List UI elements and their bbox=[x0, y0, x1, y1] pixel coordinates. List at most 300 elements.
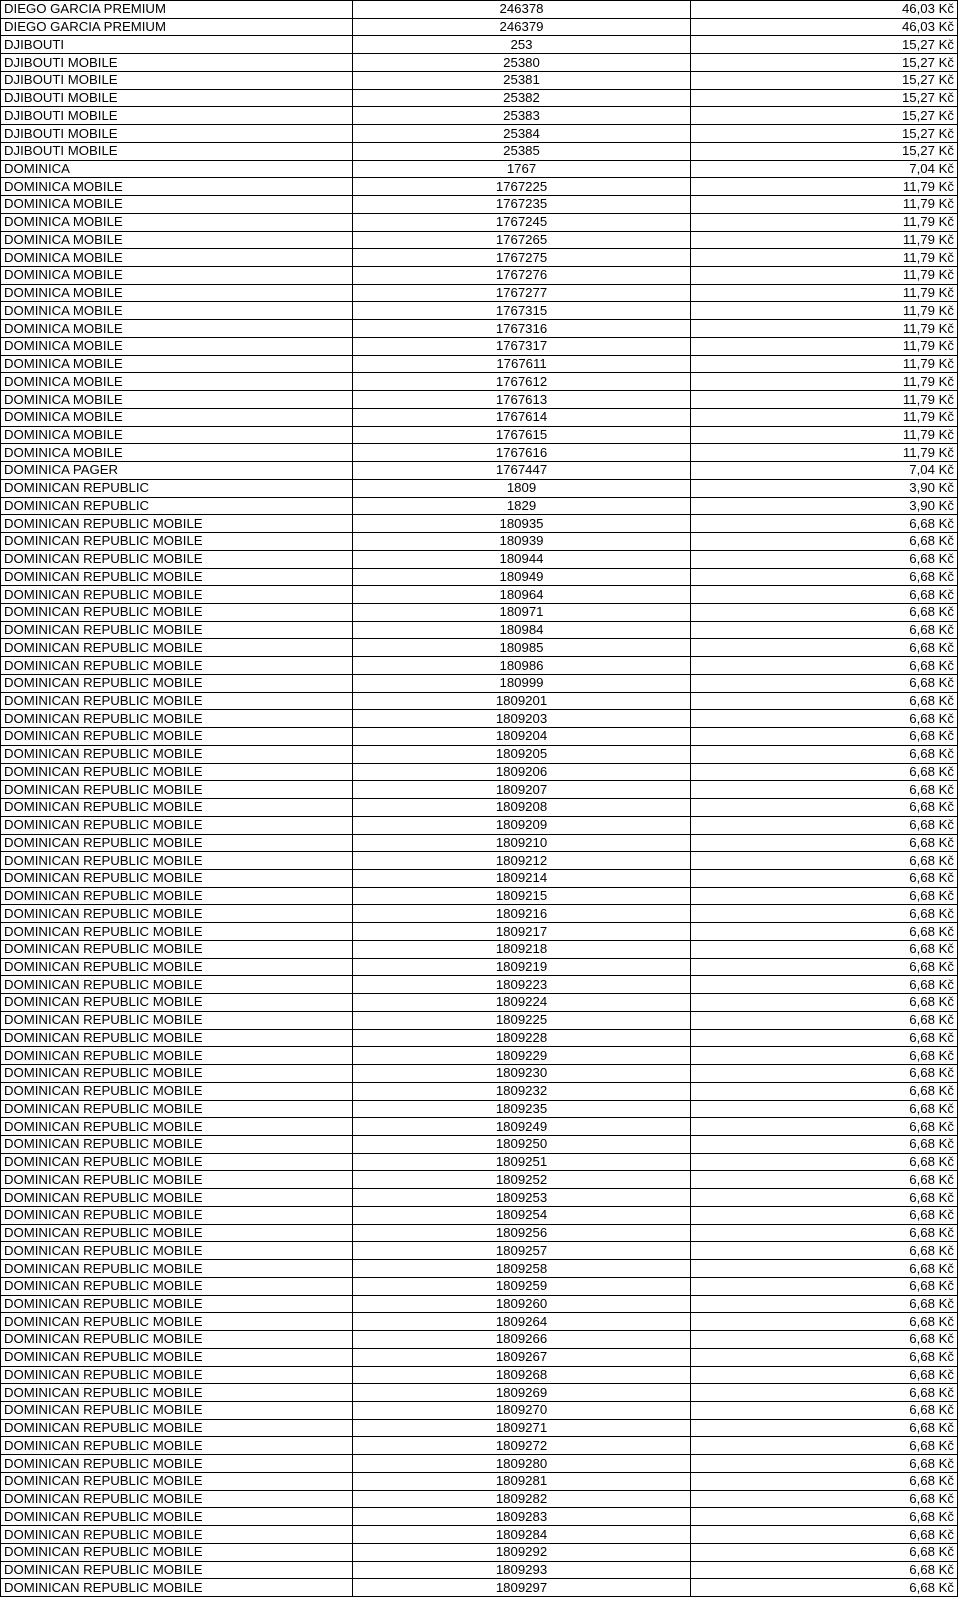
prefix-code-cell: 1809284 bbox=[353, 1526, 691, 1544]
table-row bbox=[1, 249, 958, 267]
destination-cell: DOMINICA MOBILE bbox=[1, 391, 353, 409]
prefix-code-cell: 25382 bbox=[353, 89, 691, 107]
price-cell: 6,68 Kč bbox=[691, 1011, 958, 1029]
destination-cell: DOMINICA PAGER bbox=[1, 462, 353, 480]
prefix-code-cell: 1809260 bbox=[353, 1295, 691, 1313]
prefix-code-cell: 1809219 bbox=[353, 958, 691, 976]
destination-cell: DOMINICA MOBILE bbox=[1, 196, 353, 214]
price-cell: 6,68 Kč bbox=[691, 1526, 958, 1544]
price-cell: 6,68 Kč bbox=[691, 586, 958, 604]
prefix-code-cell: 180935 bbox=[353, 515, 691, 533]
table-row bbox=[1, 284, 958, 302]
destination-cell: DOMINICAN REPUBLIC MOBILE bbox=[1, 1100, 353, 1118]
prefix-code-cell: 1767276 bbox=[353, 267, 691, 285]
price-cell: 6,68 Kč bbox=[691, 905, 958, 923]
price-cell: 6,68 Kč bbox=[691, 533, 958, 551]
destination-cell: DOMINICAN REPUBLIC MOBILE bbox=[1, 745, 353, 763]
destination-cell: DOMINICA MOBILE bbox=[1, 249, 353, 267]
price-cell: 6,68 Kč bbox=[691, 1472, 958, 1490]
prefix-code-cell: 1809203 bbox=[353, 710, 691, 728]
prefix-code-cell: 1767225 bbox=[353, 178, 691, 196]
prefix-code-cell: 180986 bbox=[353, 657, 691, 675]
table-row bbox=[1, 533, 958, 551]
table-row bbox=[1, 515, 958, 533]
destination-cell: DOMINICA MOBILE bbox=[1, 284, 353, 302]
destination-cell: DOMINICAN REPUBLIC MOBILE bbox=[1, 657, 353, 675]
price-cell: 7,04 Kč bbox=[691, 160, 958, 178]
table-row bbox=[1, 958, 958, 976]
destination-cell: DIEGO GARCIA PREMIUM bbox=[1, 18, 353, 36]
destination-cell: DOMINICAN REPUBLIC MOBILE bbox=[1, 515, 353, 533]
prefix-code-cell: 180939 bbox=[353, 533, 691, 551]
prefix-code-cell: 1809266 bbox=[353, 1331, 691, 1349]
table-row bbox=[1, 107, 958, 125]
destination-cell: DOMINICA MOBILE bbox=[1, 373, 353, 391]
rate-table-body bbox=[1, 1, 958, 1597]
table-row bbox=[1, 1029, 958, 1047]
table-row bbox=[1, 320, 958, 338]
destination-cell: DOMINICAN REPUBLIC MOBILE bbox=[1, 1313, 353, 1331]
destination-cell: DOMINICAN REPUBLIC MOBILE bbox=[1, 1331, 353, 1349]
destination-cell: DOMINICAN REPUBLIC MOBILE bbox=[1, 1153, 353, 1171]
prefix-code-cell: 1809270 bbox=[353, 1402, 691, 1420]
table-row bbox=[1, 89, 958, 107]
price-cell: 6,68 Kč bbox=[691, 869, 958, 887]
prefix-code-cell: 1809272 bbox=[353, 1437, 691, 1455]
table-row bbox=[1, 337, 958, 355]
prefix-code-cell: 180984 bbox=[353, 621, 691, 639]
price-cell: 6,68 Kč bbox=[691, 1455, 958, 1473]
prefix-code-cell: 1809218 bbox=[353, 940, 691, 958]
prefix-code-cell: 180949 bbox=[353, 568, 691, 586]
table-row bbox=[1, 657, 958, 675]
prefix-code-cell: 180985 bbox=[353, 639, 691, 657]
table-row bbox=[1, 639, 958, 657]
table-row bbox=[1, 816, 958, 834]
destination-cell: DOMINICA MOBILE bbox=[1, 408, 353, 426]
destination-cell: DOMINICAN REPUBLIC MOBILE bbox=[1, 1366, 353, 1384]
destination-cell: DJIBOUTI MOBILE bbox=[1, 125, 353, 143]
table-row bbox=[1, 1118, 958, 1136]
table-row bbox=[1, 852, 958, 870]
destination-cell: DOMINICAN REPUBLIC MOBILE bbox=[1, 1579, 353, 1597]
prefix-code-cell: 25383 bbox=[353, 107, 691, 125]
prefix-code-cell: 1809224 bbox=[353, 994, 691, 1012]
destination-cell: DOMINICAN REPUBLIC MOBILE bbox=[1, 1189, 353, 1207]
price-cell: 15,27 Kč bbox=[691, 107, 958, 125]
prefix-code-cell: 1809209 bbox=[353, 816, 691, 834]
price-cell: 11,79 Kč bbox=[691, 231, 958, 249]
table-row bbox=[1, 1224, 958, 1242]
destination-cell: DOMINICAN REPUBLIC MOBILE bbox=[1, 905, 353, 923]
table-row bbox=[1, 1153, 958, 1171]
prefix-code-cell: 180999 bbox=[353, 674, 691, 692]
table-row bbox=[1, 1526, 958, 1544]
table-row bbox=[1, 1384, 958, 1402]
price-cell: 11,79 Kč bbox=[691, 178, 958, 196]
table-row bbox=[1, 621, 958, 639]
price-cell: 6,68 Kč bbox=[691, 852, 958, 870]
table-row bbox=[1, 178, 958, 196]
prefix-code-cell: 1809281 bbox=[353, 1472, 691, 1490]
prefix-code-cell: 1767 bbox=[353, 160, 691, 178]
table-row bbox=[1, 36, 958, 54]
destination-cell: DOMINICAN REPUBLIC MOBILE bbox=[1, 1419, 353, 1437]
destination-cell: DOMINICAN REPUBLIC MOBILE bbox=[1, 1029, 353, 1047]
prefix-code-cell: 1767611 bbox=[353, 355, 691, 373]
prefix-code-cell: 1809253 bbox=[353, 1189, 691, 1207]
table-row bbox=[1, 1472, 958, 1490]
destination-cell: DOMINICAN REPUBLIC MOBILE bbox=[1, 1224, 353, 1242]
destination-cell: DOMINICA MOBILE bbox=[1, 231, 353, 249]
price-cell: 11,79 Kč bbox=[691, 426, 958, 444]
prefix-code-cell: 1809223 bbox=[353, 976, 691, 994]
price-cell: 6,68 Kč bbox=[691, 621, 958, 639]
price-cell: 6,68 Kč bbox=[691, 1065, 958, 1083]
table-row bbox=[1, 1, 958, 19]
prefix-code-cell: 1809212 bbox=[353, 852, 691, 870]
price-cell: 11,79 Kč bbox=[691, 267, 958, 285]
destination-cell: DOMINICA MOBILE bbox=[1, 302, 353, 320]
price-cell: 6,68 Kč bbox=[691, 887, 958, 905]
price-cell: 15,27 Kč bbox=[691, 125, 958, 143]
price-cell: 3,90 Kč bbox=[691, 497, 958, 515]
destination-cell: DOMINICA MOBILE bbox=[1, 213, 353, 231]
price-cell: 6,68 Kč bbox=[691, 1242, 958, 1260]
price-cell: 6,68 Kč bbox=[691, 1153, 958, 1171]
price-cell: 6,68 Kč bbox=[691, 923, 958, 941]
prefix-code-cell: 1767315 bbox=[353, 302, 691, 320]
table-row bbox=[1, 479, 958, 497]
prefix-code-cell: 1767447 bbox=[353, 462, 691, 480]
table-row bbox=[1, 923, 958, 941]
price-cell: 11,79 Kč bbox=[691, 337, 958, 355]
destination-cell: DJIBOUTI MOBILE bbox=[1, 142, 353, 160]
table-row bbox=[1, 728, 958, 746]
destination-cell: DOMINICAN REPUBLIC MOBILE bbox=[1, 1508, 353, 1526]
destination-cell: DOMINICA MOBILE bbox=[1, 320, 353, 338]
prefix-code-cell: 1809280 bbox=[353, 1455, 691, 1473]
table-row bbox=[1, 799, 958, 817]
prefix-code-cell: 1809215 bbox=[353, 887, 691, 905]
table-row bbox=[1, 1402, 958, 1420]
table-row bbox=[1, 1348, 958, 1366]
price-cell: 6,68 Kč bbox=[691, 1029, 958, 1047]
prefix-code-cell: 1767612 bbox=[353, 373, 691, 391]
destination-cell: DOMINICA MOBILE bbox=[1, 426, 353, 444]
table-row bbox=[1, 1047, 958, 1065]
prefix-code-cell: 1809297 bbox=[353, 1579, 691, 1597]
price-cell: 11,79 Kč bbox=[691, 408, 958, 426]
prefix-code-cell: 1809229 bbox=[353, 1047, 691, 1065]
prefix-code-cell: 1767613 bbox=[353, 391, 691, 409]
prefix-code-cell: 1809216 bbox=[353, 905, 691, 923]
destination-cell: DOMINICAN REPUBLIC MOBILE bbox=[1, 994, 353, 1012]
destination-cell: DOMINICAN REPUBLIC MOBILE bbox=[1, 1171, 353, 1189]
price-cell: 6,68 Kč bbox=[691, 1189, 958, 1207]
price-cell: 6,68 Kč bbox=[691, 1490, 958, 1508]
price-cell: 6,68 Kč bbox=[691, 994, 958, 1012]
destination-cell: DOMINICAN REPUBLIC MOBILE bbox=[1, 639, 353, 657]
destination-cell: DOMINICAN REPUBLIC MOBILE bbox=[1, 621, 353, 639]
destination-cell: DJIBOUTI bbox=[1, 36, 353, 54]
price-cell: 11,79 Kč bbox=[691, 284, 958, 302]
destination-cell: DOMINICAN REPUBLIC MOBILE bbox=[1, 1277, 353, 1295]
price-cell: 11,79 Kč bbox=[691, 320, 958, 338]
prefix-code-cell: 1809251 bbox=[353, 1153, 691, 1171]
price-cell: 6,68 Kč bbox=[691, 745, 958, 763]
price-cell: 15,27 Kč bbox=[691, 36, 958, 54]
prefix-code-cell: 1809208 bbox=[353, 799, 691, 817]
prefix-code-cell: 1809225 bbox=[353, 1011, 691, 1029]
destination-cell: DOMINICAN REPUBLIC MOBILE bbox=[1, 834, 353, 852]
table-row bbox=[1, 869, 958, 887]
table-row bbox=[1, 763, 958, 781]
table-row bbox=[1, 1082, 958, 1100]
table-row bbox=[1, 1277, 958, 1295]
price-cell: 15,27 Kč bbox=[691, 142, 958, 160]
price-cell: 6,68 Kč bbox=[691, 568, 958, 586]
destination-cell: DOMINICAN REPUBLIC MOBILE bbox=[1, 1206, 353, 1224]
prefix-code-cell: 1767235 bbox=[353, 196, 691, 214]
price-cell: 6,68 Kč bbox=[691, 1402, 958, 1420]
table-row bbox=[1, 213, 958, 231]
prefix-code-cell: 246378 bbox=[353, 1, 691, 19]
table-row bbox=[1, 710, 958, 728]
prefix-code-cell: 1809207 bbox=[353, 781, 691, 799]
destination-cell: DOMINICA MOBILE bbox=[1, 178, 353, 196]
destination-cell: DOMINICAN REPUBLIC MOBILE bbox=[1, 1455, 353, 1473]
destination-cell: DOMINICAN REPUBLIC MOBILE bbox=[1, 1384, 353, 1402]
prefix-code-cell: 1809230 bbox=[353, 1065, 691, 1083]
table-row bbox=[1, 1242, 958, 1260]
table-row bbox=[1, 1579, 958, 1597]
destination-cell: DOMINICAN REPUBLIC MOBILE bbox=[1, 1402, 353, 1420]
prefix-code-cell: 1809254 bbox=[353, 1206, 691, 1224]
price-cell: 6,68 Kč bbox=[691, 799, 958, 817]
prefix-code-cell: 180944 bbox=[353, 550, 691, 568]
destination-cell: DOMINICAN REPUBLIC MOBILE bbox=[1, 1118, 353, 1136]
destination-cell: DOMINICAN REPUBLIC MOBILE bbox=[1, 1082, 353, 1100]
prefix-code-cell: 1809214 bbox=[353, 869, 691, 887]
price-cell: 6,68 Kč bbox=[691, 1331, 958, 1349]
price-cell: 6,68 Kč bbox=[691, 692, 958, 710]
prefix-code-cell: 1829 bbox=[353, 497, 691, 515]
price-cell: 6,68 Kč bbox=[691, 1419, 958, 1437]
price-cell: 11,79 Kč bbox=[691, 196, 958, 214]
price-cell: 6,68 Kč bbox=[691, 1384, 958, 1402]
price-cell: 6,68 Kč bbox=[691, 1047, 958, 1065]
destination-cell: DOMINICAN REPUBLIC MOBILE bbox=[1, 603, 353, 621]
prefix-code-cell: 180971 bbox=[353, 603, 691, 621]
prefix-code-cell: 25384 bbox=[353, 125, 691, 143]
table-row bbox=[1, 1136, 958, 1154]
prefix-code-cell: 1767277 bbox=[353, 284, 691, 302]
destination-cell: DOMINICAN REPUBLIC MOBILE bbox=[1, 568, 353, 586]
table-row bbox=[1, 1206, 958, 1224]
table-row bbox=[1, 586, 958, 604]
price-cell: 6,68 Kč bbox=[691, 1508, 958, 1526]
table-row bbox=[1, 976, 958, 994]
destination-cell: DOMINICAN REPUBLIC MOBILE bbox=[1, 1543, 353, 1561]
price-cell: 11,79 Kč bbox=[691, 249, 958, 267]
prefix-code-cell: 1809283 bbox=[353, 1508, 691, 1526]
table-row bbox=[1, 125, 958, 143]
table-row bbox=[1, 1100, 958, 1118]
destination-cell: DOMINICAN REPUBLIC MOBILE bbox=[1, 923, 353, 941]
destination-cell: DOMINICAN REPUBLIC MOBILE bbox=[1, 1065, 353, 1083]
prefix-code-cell: 253 bbox=[353, 36, 691, 54]
price-cell: 11,79 Kč bbox=[691, 213, 958, 231]
price-cell: 6,68 Kč bbox=[691, 940, 958, 958]
prefix-code-cell: 1767275 bbox=[353, 249, 691, 267]
prefix-code-cell: 1809264 bbox=[353, 1313, 691, 1331]
price-cell: 11,79 Kč bbox=[691, 444, 958, 462]
table-row bbox=[1, 142, 958, 160]
destination-cell: DOMINICAN REPUBLIC MOBILE bbox=[1, 710, 353, 728]
price-cell: 6,68 Kč bbox=[691, 603, 958, 621]
prefix-code-cell: 1767616 bbox=[353, 444, 691, 462]
table-row bbox=[1, 568, 958, 586]
destination-cell: DOMINICA MOBILE bbox=[1, 337, 353, 355]
price-cell: 6,68 Kč bbox=[691, 550, 958, 568]
destination-cell: DOMINICA MOBILE bbox=[1, 444, 353, 462]
prefix-code-cell: 1809204 bbox=[353, 728, 691, 746]
price-cell: 15,27 Kč bbox=[691, 89, 958, 107]
destination-cell: DOMINICAN REPUBLIC MOBILE bbox=[1, 550, 353, 568]
prefix-code-cell: 1809258 bbox=[353, 1260, 691, 1278]
price-cell: 6,68 Kč bbox=[691, 1561, 958, 1579]
table-row bbox=[1, 1508, 958, 1526]
destination-cell: DOMINICAN REPUBLIC MOBILE bbox=[1, 1136, 353, 1154]
table-row bbox=[1, 1561, 958, 1579]
destination-cell: DOMINICAN REPUBLIC MOBILE bbox=[1, 763, 353, 781]
prefix-code-cell: 1809256 bbox=[353, 1224, 691, 1242]
table-row bbox=[1, 1366, 958, 1384]
prefix-code-cell: 1809282 bbox=[353, 1490, 691, 1508]
table-row bbox=[1, 674, 958, 692]
destination-cell: DOMINICAN REPUBLIC MOBILE bbox=[1, 1348, 353, 1366]
destination-cell: DOMINICAN REPUBLIC MOBILE bbox=[1, 887, 353, 905]
prefix-code-cell: 246379 bbox=[353, 18, 691, 36]
table-row bbox=[1, 267, 958, 285]
destination-cell: DOMINICAN REPUBLIC MOBILE bbox=[1, 728, 353, 746]
prefix-code-cell: 1809210 bbox=[353, 834, 691, 852]
price-cell: 6,68 Kč bbox=[691, 1082, 958, 1100]
table-row bbox=[1, 1189, 958, 1207]
prefix-code-cell: 1809249 bbox=[353, 1118, 691, 1136]
price-cell: 6,68 Kč bbox=[691, 728, 958, 746]
table-row bbox=[1, 444, 958, 462]
price-cell: 3,90 Kč bbox=[691, 479, 958, 497]
prefix-code-cell: 1767245 bbox=[353, 213, 691, 231]
prefix-code-cell: 25381 bbox=[353, 71, 691, 89]
destination-cell: DOMINICAN REPUBLIC MOBILE bbox=[1, 976, 353, 994]
price-cell: 11,79 Kč bbox=[691, 373, 958, 391]
destination-cell: DOMINICAN REPUBLIC MOBILE bbox=[1, 1472, 353, 1490]
destination-cell: DOMINICAN REPUBLIC MOBILE bbox=[1, 1490, 353, 1508]
price-cell: 6,68 Kč bbox=[691, 639, 958, 657]
price-cell: 6,68 Kč bbox=[691, 657, 958, 675]
destination-cell: DOMINICAN REPUBLIC MOBILE bbox=[1, 1047, 353, 1065]
prefix-code-cell: 1809201 bbox=[353, 692, 691, 710]
price-cell: 6,68 Kč bbox=[691, 958, 958, 976]
price-cell: 11,79 Kč bbox=[691, 391, 958, 409]
prefix-code-cell: 1809228 bbox=[353, 1029, 691, 1047]
table-row bbox=[1, 497, 958, 515]
price-cell: 6,68 Kč bbox=[691, 1579, 958, 1597]
destination-cell: DOMINICAN REPUBLIC bbox=[1, 497, 353, 515]
price-cell: 6,68 Kč bbox=[691, 1348, 958, 1366]
prefix-code-cell: 1809293 bbox=[353, 1561, 691, 1579]
price-cell: 7,04 Kč bbox=[691, 462, 958, 480]
table-row bbox=[1, 745, 958, 763]
table-row bbox=[1, 1260, 958, 1278]
prefix-code-cell: 1809267 bbox=[353, 1348, 691, 1366]
prefix-code-cell: 1809 bbox=[353, 479, 691, 497]
destination-cell: DOMINICAN REPUBLIC MOBILE bbox=[1, 1561, 353, 1579]
prefix-code-cell: 1809257 bbox=[353, 1242, 691, 1260]
table-row bbox=[1, 1171, 958, 1189]
table-row bbox=[1, 355, 958, 373]
table-row bbox=[1, 994, 958, 1012]
table-row bbox=[1, 391, 958, 409]
destination-cell: DJIBOUTI MOBILE bbox=[1, 89, 353, 107]
table-row bbox=[1, 1437, 958, 1455]
prefix-code-cell: 1809268 bbox=[353, 1366, 691, 1384]
table-row bbox=[1, 940, 958, 958]
destination-cell: DOMINICAN REPUBLIC MOBILE bbox=[1, 781, 353, 799]
destination-cell: DOMINICAN REPUBLIC MOBILE bbox=[1, 692, 353, 710]
table-row bbox=[1, 373, 958, 391]
price-cell: 6,68 Kč bbox=[691, 1437, 958, 1455]
price-cell: 46,03 Kč bbox=[691, 18, 958, 36]
destination-cell: DOMINICA bbox=[1, 160, 353, 178]
prefix-code-cell: 1767614 bbox=[353, 408, 691, 426]
price-cell: 11,79 Kč bbox=[691, 355, 958, 373]
price-cell: 6,68 Kč bbox=[691, 1136, 958, 1154]
price-cell: 46,03 Kč bbox=[691, 1, 958, 19]
destination-cell: DOMINICA MOBILE bbox=[1, 355, 353, 373]
price-cell: 6,68 Kč bbox=[691, 1206, 958, 1224]
table-row bbox=[1, 1419, 958, 1437]
price-cell: 6,68 Kč bbox=[691, 834, 958, 852]
price-cell: 6,68 Kč bbox=[691, 1171, 958, 1189]
table-row bbox=[1, 1011, 958, 1029]
destination-cell: DOMINICAN REPUBLIC MOBILE bbox=[1, 1260, 353, 1278]
prefix-code-cell: 180964 bbox=[353, 586, 691, 604]
destination-cell: DOMINICAN REPUBLIC MOBILE bbox=[1, 958, 353, 976]
destination-cell: DOMINICAN REPUBLIC MOBILE bbox=[1, 852, 353, 870]
table-row bbox=[1, 1543, 958, 1561]
price-cell: 6,68 Kč bbox=[691, 1100, 958, 1118]
prefix-code-cell: 1809271 bbox=[353, 1419, 691, 1437]
price-cell: 6,68 Kč bbox=[691, 1277, 958, 1295]
prefix-code-cell: 1809217 bbox=[353, 923, 691, 941]
destination-cell: DJIBOUTI MOBILE bbox=[1, 71, 353, 89]
table-row bbox=[1, 603, 958, 621]
price-cell: 6,68 Kč bbox=[691, 1313, 958, 1331]
price-cell: 6,68 Kč bbox=[691, 1118, 958, 1136]
destination-cell: DOMINICAN REPUBLIC MOBILE bbox=[1, 586, 353, 604]
destination-cell: DJIBOUTI MOBILE bbox=[1, 107, 353, 125]
destination-cell: DOMINICAN REPUBLIC MOBILE bbox=[1, 533, 353, 551]
price-cell: 6,68 Kč bbox=[691, 976, 958, 994]
prefix-code-cell: 25385 bbox=[353, 142, 691, 160]
destination-cell: DOMINICAN REPUBLIC MOBILE bbox=[1, 1295, 353, 1313]
table-row bbox=[1, 887, 958, 905]
destination-cell: DOMINICAN REPUBLIC MOBILE bbox=[1, 869, 353, 887]
